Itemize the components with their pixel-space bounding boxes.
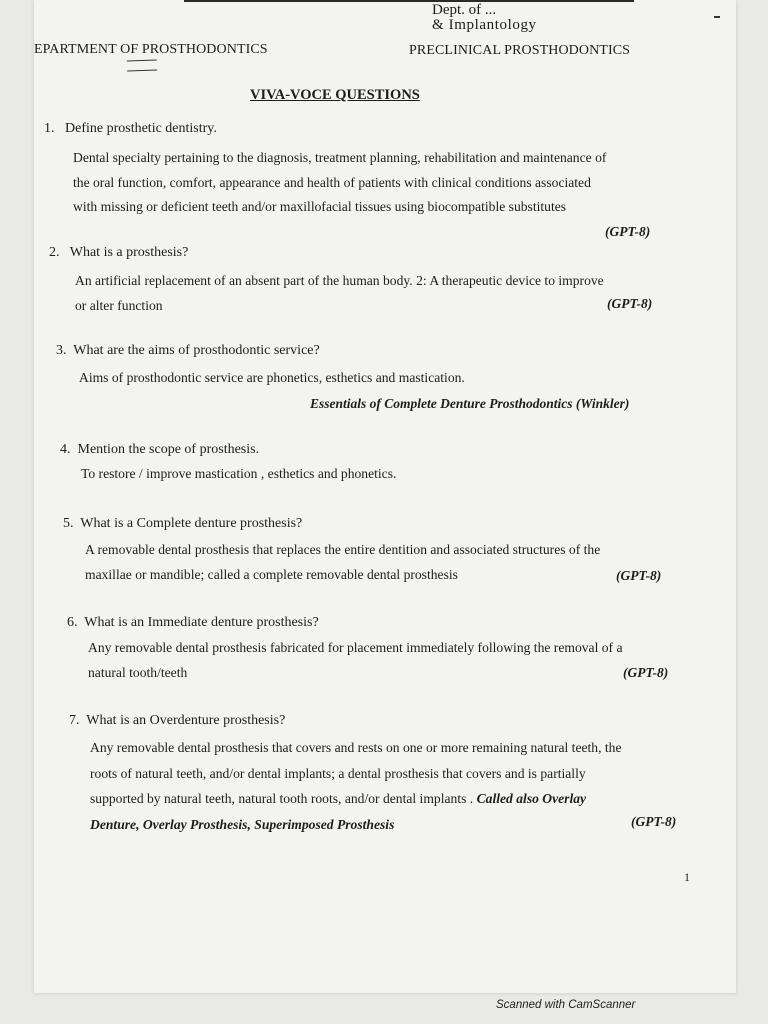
reference-7: (GPT-8) xyxy=(631,814,677,829)
question-7 xyxy=(69,713,285,729)
page-title: VIVA-VOCE QUESTIONS xyxy=(250,87,420,103)
question-number: 2. xyxy=(49,245,60,260)
answer-line: Any removable dental prosthesis that covers and rests on one or more remaining natural teeth, the xyxy=(90,740,622,755)
answer-line: To restore / improve mastication , esthetics and phonetics. xyxy=(81,466,397,481)
question-4 xyxy=(60,442,259,458)
answer-6 xyxy=(88,636,623,685)
question-1 xyxy=(44,121,217,137)
top-border-line xyxy=(184,0,634,2)
answer-4 xyxy=(81,462,396,487)
dept-fragment: Dept. of ... xyxy=(432,2,497,18)
implantology-label: & Implantology xyxy=(432,17,537,33)
question-text: Define prosthetic dentistry. xyxy=(65,121,217,136)
question-3 xyxy=(56,343,320,359)
answer-line: roots of natural teeth, and/or dental implants; a dental prosthesis that covers and is partially xyxy=(90,765,586,781)
page-number: 1 xyxy=(684,870,690,884)
reference-3: Essentials of Complete Denture Prosthodontics (Winkler) xyxy=(310,396,630,411)
answer-line: supported by natural teeth, natural tooth roots, and/or dental implants . Called also Overlay xyxy=(90,791,587,806)
answer-line: An artificial replacement of an absent part of the human body. 2: A therapeutic device to improve xyxy=(75,273,604,288)
answer-line-italic: Denture, Overlay Prosthesis, Superimposed Prosthesis xyxy=(90,816,395,832)
document-page xyxy=(34,0,736,993)
answer-line: or alter function xyxy=(75,297,163,313)
question-text: What is a Complete denture prosthesis? xyxy=(80,516,303,531)
header-course: PRECLINICAL PROSTHODONTICS xyxy=(409,43,631,58)
question-text: What are the aims of prosthodontic service? xyxy=(73,343,320,358)
answer-line: with missing or deficient teeth and/or maxillofacial tissues using biocompatible substitutes xyxy=(73,199,567,214)
question-number: 7. xyxy=(69,713,80,728)
question-text: What is a prosthesis? xyxy=(69,245,189,260)
answer-3 xyxy=(79,366,465,391)
pen-mark xyxy=(127,59,157,71)
header-department: EPARTMENT OF PROSTHODONTICS xyxy=(34,42,268,57)
question-number: 1. xyxy=(44,121,55,136)
answer-line: Any removable dental prosthesis fabricated for placement immediately following the removal of a xyxy=(88,640,623,655)
question-text: Mention the scope of prosthesis. xyxy=(77,442,260,457)
question-number: 3. xyxy=(56,343,67,358)
question-number: 5. xyxy=(63,516,74,531)
answer-line: maxillae or mandible; called a complete removable dental prosthesis xyxy=(85,566,458,582)
question-6 xyxy=(67,615,319,631)
answer-5 xyxy=(85,538,600,587)
answer-line: the oral function, comfort, appearance and health of patients with clinical conditions associated xyxy=(73,174,591,190)
reference-2: (GPT-8) xyxy=(607,296,653,311)
answer-2 xyxy=(75,269,604,318)
question-2 xyxy=(49,245,188,261)
reference-6: (GPT-8) xyxy=(623,665,669,680)
answer-line: A removable dental prosthesis that replaces the entire dentition and associated structures of the xyxy=(85,542,601,557)
question-text: What is an Overdenture prosthesis? xyxy=(86,713,286,728)
camscanner-watermark: Scanned with CamScanner xyxy=(496,999,636,1011)
question-5 xyxy=(63,516,302,532)
reference-5: (GPT-8) xyxy=(616,568,662,583)
answer-line: natural tooth/teeth xyxy=(88,664,188,680)
called-also-text: Called also Overlay xyxy=(476,791,587,806)
question-number: 4. xyxy=(60,442,71,457)
question-text: What is an Immediate denture prosthesis? xyxy=(84,615,319,630)
answer-line: Aims of prosthodontic service are phonetics, esthetics and mastication. xyxy=(79,370,465,385)
reference-1: (GPT-8) xyxy=(605,224,651,239)
question-number: 6. xyxy=(67,615,78,630)
answer-7 xyxy=(90,735,622,837)
edge-mark xyxy=(714,16,720,18)
answer-1 xyxy=(73,146,606,220)
answer-line: Dental specialty pertaining to the diagnosis, treatment planning, rehabilitation and maintenance of xyxy=(73,150,607,165)
